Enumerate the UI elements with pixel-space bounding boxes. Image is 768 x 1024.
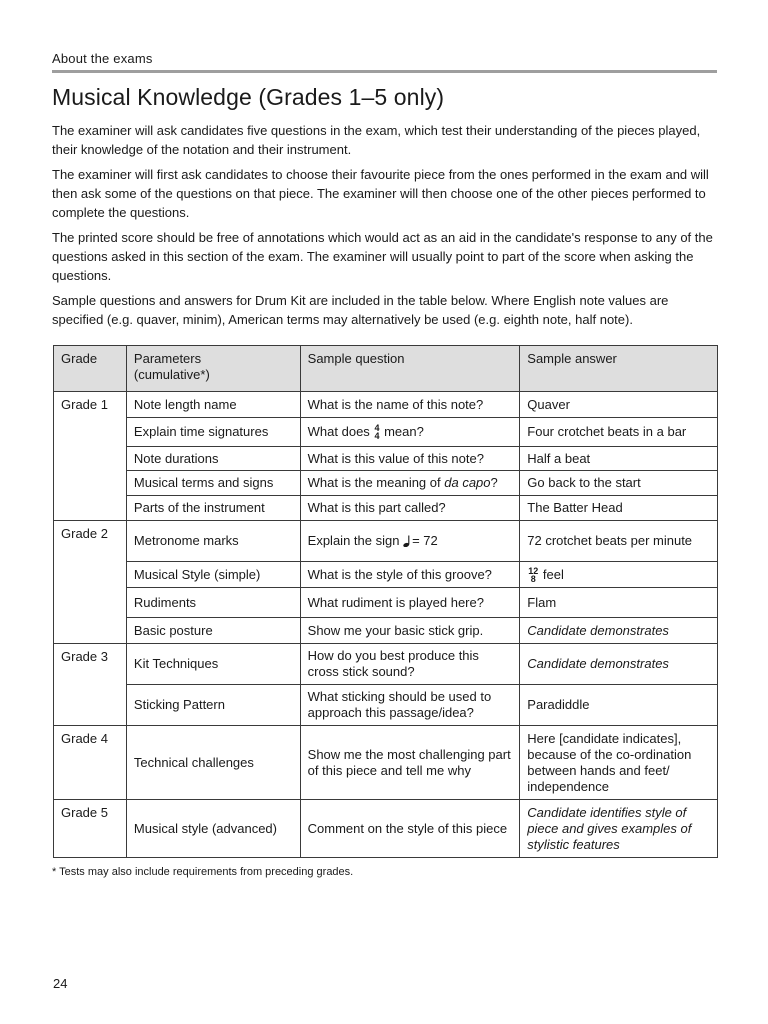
table-row	[54, 392, 718, 418]
table-row	[54, 800, 718, 858]
grade-cell: Grade 3	[54, 644, 127, 726]
question-cell: What is the name of this note?	[300, 392, 520, 418]
answer-cell: Candidate demonstrates	[520, 618, 718, 644]
question-cell: What is this part called?	[300, 496, 520, 521]
question-cell: Show me the most challenging part of this piece and tell me why	[300, 726, 520, 800]
crotchet-note-icon	[403, 535, 412, 547]
table-row	[54, 685, 718, 726]
table-row	[54, 521, 718, 562]
paragraph: Sample questions and answers for Drum Kit are included in the table below. Where English note values are specified (e.g. quaver, minim), American terms may alternatively be used (e.g. eighth note, half note).	[52, 293, 669, 327]
parameter-cell: Parts of the instrument	[126, 496, 300, 521]
answer-cell: Candidate identifies style of piece and gives examples of stylistic features	[520, 800, 718, 858]
grade-cell: Grade 1	[54, 392, 127, 521]
time-signature-top: 4	[374, 423, 380, 433]
question-text: What does	[307, 424, 370, 439]
answer-cell: 72 crotchet beats per minute	[520, 521, 718, 562]
question-cell: What rudiment is played here?	[300, 588, 520, 618]
grade-cell: Grade 4	[54, 726, 127, 800]
parameter-cell: Musical terms and signs	[126, 471, 300, 496]
answer-cell	[520, 562, 718, 588]
answer-cell: Quaver	[520, 392, 718, 418]
answer-text: feel	[542, 566, 564, 582]
answer-cell: The Batter Head	[520, 496, 718, 521]
page-title: Musical Knowledge (Grades 1–5 only)	[52, 84, 445, 110]
question-cell: What sticking should be used to approach this passage/idea?	[300, 685, 520, 726]
table-row	[54, 447, 718, 471]
parameter-cell: Explain time signatures	[126, 418, 300, 447]
table-row	[54, 562, 718, 588]
question-text: What is the meaning of	[307, 475, 441, 490]
header-answer: Sample answer	[520, 346, 718, 392]
question-text: = 72	[412, 533, 438, 548]
header-parameters	[126, 346, 300, 392]
question-cell: Comment on the style of this piece	[300, 800, 520, 858]
answer-cell: Go back to the start	[520, 471, 718, 496]
table-row	[54, 588, 718, 618]
page-number: 24	[53, 976, 68, 991]
grade-cell: Grade 2	[54, 521, 127, 644]
answer-cell: Here [candidate indicates], because of the co-ordination between hands and feet/ independence	[520, 726, 718, 800]
parameter-cell: Kit Techniques	[126, 644, 300, 685]
question-cell	[300, 418, 520, 447]
table-header-row	[54, 346, 718, 392]
answer-cell: Half a beat	[520, 447, 718, 471]
time-signature-top: 12	[528, 565, 539, 576]
running-header: About the exams	[52, 51, 717, 73]
question-cell: How do you best produce this cross stick sound?	[300, 644, 520, 685]
italian-term: da capo	[444, 475, 491, 490]
answer-cell: Flam	[520, 588, 718, 618]
parameter-cell: Technical challenges	[126, 726, 300, 800]
header-parameters-label: Parameters	[133, 351, 202, 366]
answer-cell: Four crotchet beats in a bar	[520, 418, 718, 447]
time-signature	[528, 567, 538, 583]
time-signature-bottom: 8	[530, 573, 536, 584]
intro-text	[52, 121, 722, 335]
table-row	[54, 618, 718, 644]
parameter-cell: Musical style (advanced)	[126, 800, 300, 858]
paragraph: The examiner will ask candidates five questions in the exam, which test their understanding of the pieces played, their knowledge of the notation and their instrument.	[52, 123, 701, 157]
table-row	[54, 644, 718, 685]
grade-cell: Grade 5	[54, 800, 127, 858]
question-cell: Show me your basic stick grip.	[300, 618, 520, 644]
paragraph: The printed score should be free of annotations which would act as an aid in the candidate's response to any of the questions asked in this section of the exam. The examiner will usually point to part of the score when asking the questions.	[52, 230, 713, 283]
table-row	[54, 471, 718, 496]
parameter-cell: Note length name	[126, 392, 300, 418]
header-parameters-note: (cumulative*)	[133, 367, 210, 382]
parameter-cell: Metronome marks	[126, 521, 300, 562]
parameter-cell: Musical Style (simple)	[126, 562, 300, 588]
table-row	[54, 418, 718, 447]
header-grade: Grade	[54, 346, 127, 392]
header-question: Sample question	[300, 346, 520, 392]
question-cell	[300, 471, 520, 496]
parameter-cell: Sticking Pattern	[126, 685, 300, 726]
parameter-cell: Rudiments	[126, 588, 300, 618]
time-signature	[374, 424, 379, 440]
parameter-cell: Basic posture	[126, 618, 300, 644]
answer-cell: Candidate demonstrates	[520, 644, 718, 685]
question-cell: What is the style of this groove?	[300, 562, 520, 588]
question-text: mean?	[384, 424, 424, 439]
answer-cell: Paradiddle	[520, 685, 718, 726]
footnote: * Tests may also include requirements from preceding grades.	[52, 866, 354, 878]
table-row	[54, 726, 718, 800]
question-text: ?	[490, 475, 498, 490]
table-row	[54, 496, 718, 521]
question-text: Explain the sign	[307, 533, 400, 548]
question-cell	[300, 521, 520, 562]
paragraph: The examiner will first ask candidates to choose their favourite piece from the ones performed in the exam and will then ask some of the questions on that piece. The examiner will then choose one of the other pieces performed to complete the questions.	[52, 167, 709, 220]
time-signature-bottom: 4	[374, 431, 380, 441]
sample-questions-table	[53, 345, 718, 858]
parameter-cell: Note durations	[126, 447, 300, 471]
question-cell: What is this value of this note?	[300, 447, 520, 471]
